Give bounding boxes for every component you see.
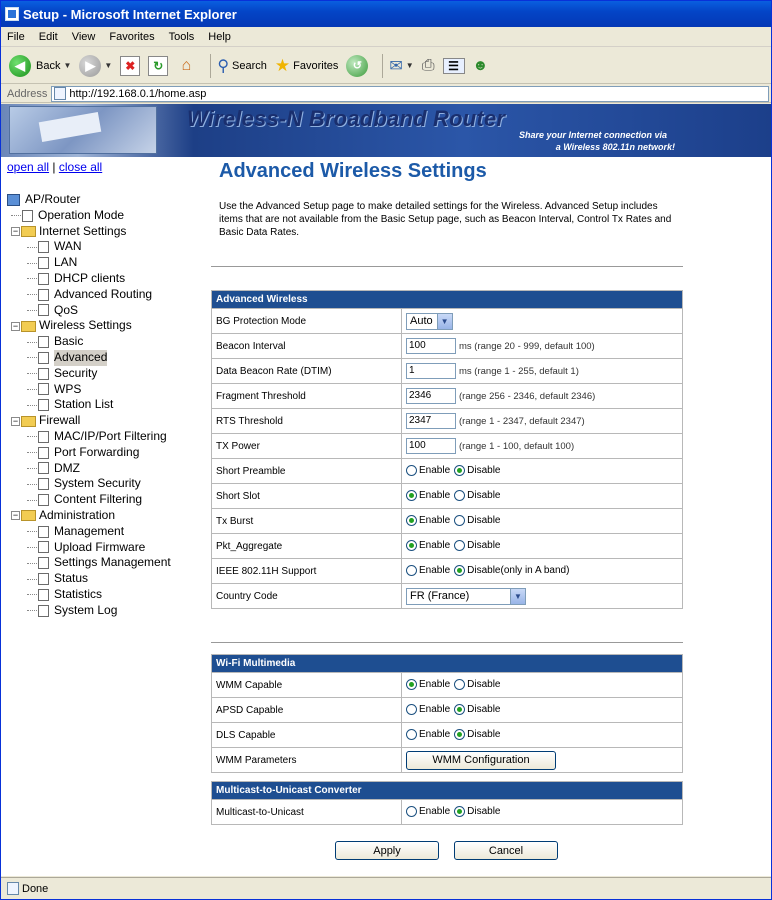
nav-item-label: Administration xyxy=(39,507,116,522)
ieee80211h-disable-radio[interactable] xyxy=(454,565,465,576)
tree-connector xyxy=(27,563,37,564)
nav-item-label: Settings Management xyxy=(54,555,171,570)
tree-connector xyxy=(27,342,37,343)
tree-connector xyxy=(27,294,37,295)
toolbar-separator xyxy=(210,54,211,78)
search-button[interactable] xyxy=(217,52,267,80)
nav-item-security[interactable] xyxy=(7,366,171,382)
refresh-button[interactable] xyxy=(148,52,168,80)
folder-icon xyxy=(21,416,36,427)
apsd-disable-radio[interactable] xyxy=(454,704,465,715)
page-icon xyxy=(38,478,49,490)
tx-power-label: TX Power xyxy=(212,434,402,459)
page-icon xyxy=(38,289,49,301)
nav-item-dhcp-clients[interactable] xyxy=(7,271,171,287)
tree-connector xyxy=(27,405,37,406)
nav-item-ap-router[interactable] xyxy=(7,192,171,208)
nav-tree xyxy=(7,192,171,619)
dtim-input[interactable]: 1 xyxy=(406,363,456,379)
page-icon xyxy=(38,447,49,459)
menu-edit[interactable]: Edit xyxy=(38,30,58,43)
favorites-button[interactable] xyxy=(275,52,339,80)
nav-item-lan[interactable] xyxy=(7,255,171,271)
address-label: Address xyxy=(7,87,48,100)
tree-connector xyxy=(27,484,37,485)
m2u-header: Multicast-to-Unicast Converter xyxy=(212,782,683,800)
menu-help[interactable]: Help xyxy=(208,30,231,43)
page-icon xyxy=(38,273,49,285)
folder-icon xyxy=(21,226,36,237)
address-url: http://192.168.0.1/home.asp xyxy=(69,87,207,100)
tree-connector xyxy=(27,373,37,374)
tree-connector xyxy=(27,247,37,248)
short-slot-label: Short Slot xyxy=(212,484,402,509)
tx-power-hint: (range 1 - 100, default 100) xyxy=(459,440,575,452)
enable-label: Enable xyxy=(419,515,451,527)
advanced-wireless-header: Advanced Wireless xyxy=(212,291,683,309)
bg-protection-select[interactable] xyxy=(406,313,453,330)
page-icon xyxy=(38,557,49,569)
page-icon xyxy=(38,541,49,553)
nav-item-label: DHCP clients xyxy=(54,270,126,285)
enable-label: Enable xyxy=(419,565,451,577)
disable-label: Disable xyxy=(467,465,501,477)
pkt-aggregate-disable-radio[interactable] xyxy=(454,540,465,551)
back-button[interactable] xyxy=(9,52,71,80)
ieee80211h-enable-radio[interactable] xyxy=(406,565,417,576)
disable-label: Disable xyxy=(467,679,501,691)
tree-connector xyxy=(27,547,37,548)
menu-file[interactable]: File xyxy=(7,30,25,43)
nav-item-administration[interactable] xyxy=(7,508,171,524)
apsd-capable-label: APSD Capable xyxy=(212,698,402,723)
nav-item-statistics[interactable] xyxy=(7,587,171,603)
wmm-disable-radio[interactable] xyxy=(454,679,465,690)
tree-connector xyxy=(27,452,37,453)
back-dropdown-icon[interactable]: ▼ xyxy=(63,61,72,70)
back-arrow-icon: ◀ xyxy=(9,55,31,77)
page-icon xyxy=(38,368,49,380)
favorites-label: Favorites xyxy=(293,59,339,72)
mail-dropdown-icon[interactable]: ▼ xyxy=(405,61,414,70)
menu-bar xyxy=(1,27,771,47)
nav-item-operation-mode[interactable] xyxy=(7,208,171,224)
home-button[interactable] xyxy=(176,52,196,80)
nav-item-qos[interactable] xyxy=(7,303,171,319)
short-preamble-disable-radio[interactable] xyxy=(454,465,465,476)
banner-title: Wireless-N Broadband Router xyxy=(187,106,506,131)
nav-item-port-forwarding[interactable] xyxy=(7,445,171,461)
page-icon xyxy=(38,383,49,395)
dtim-label: Data Beacon Rate (DTIM) xyxy=(212,359,402,384)
close-all-link[interactable]: close all xyxy=(58,160,103,174)
tree-connector xyxy=(27,310,37,311)
star-icon: ★ xyxy=(274,55,291,75)
collapse-toggle-icon[interactable]: − xyxy=(12,415,19,426)
nav-item-label: Operation Mode xyxy=(38,207,125,222)
m2u-disable-radio[interactable] xyxy=(454,806,465,817)
page-icon xyxy=(22,210,33,222)
toolbar-separator xyxy=(382,54,383,78)
tree-connector xyxy=(27,610,37,611)
fragment-threshold-hint: (range 256 - 2346, default 2346) xyxy=(459,390,596,402)
stop-button[interactable] xyxy=(120,52,140,80)
forward-button[interactable] xyxy=(79,52,112,80)
search-icon: ⚲ xyxy=(217,57,230,75)
fragment-threshold-input[interactable]: 2346 xyxy=(406,388,456,404)
tree-connector xyxy=(11,215,21,216)
mail-icon: ✉ xyxy=(389,57,403,75)
nav-item-label: WAN xyxy=(54,239,82,254)
m2u-enable-radio[interactable] xyxy=(406,806,417,817)
wifi-multimedia-header: Wi-Fi Multimedia xyxy=(212,655,683,673)
rts-threshold-hint: (range 1 - 2347, default 2347) xyxy=(459,415,585,427)
nav-item-label: Management xyxy=(54,523,125,538)
stop-icon: ✖ xyxy=(120,56,140,76)
page-content xyxy=(1,104,771,876)
tree-connector xyxy=(27,500,37,501)
address-input[interactable] xyxy=(51,86,769,102)
nav-item-label: QoS xyxy=(54,302,79,317)
nav-item-basic[interactable] xyxy=(7,334,171,350)
messenger-button[interactable] xyxy=(473,52,489,80)
page-title: Advanced Wireless Settings xyxy=(219,160,487,182)
short-preamble-enable-radio[interactable] xyxy=(406,465,417,476)
wmm-configuration-button[interactable]: WMM Configuration xyxy=(406,751,556,770)
beacon-interval-input[interactable]: 100 xyxy=(406,338,456,354)
nav-item-label: Station List xyxy=(54,397,114,412)
multicast-to-unicast-label: Multicast-to-Unicast xyxy=(212,800,402,825)
m2u-table xyxy=(211,781,683,825)
disable-label: Disable xyxy=(467,515,501,527)
short-slot-enable-radio[interactable] xyxy=(406,490,417,501)
page-icon xyxy=(38,494,49,506)
nav-item-management[interactable] xyxy=(7,524,171,540)
apsd-enable-radio[interactable] xyxy=(406,704,417,715)
nav-item-settings-management[interactable] xyxy=(7,555,171,571)
fragment-threshold-label: Fragment Threshold xyxy=(212,384,402,409)
status-text: Done xyxy=(22,882,49,895)
nav-item-advanced[interactable] xyxy=(7,350,171,366)
tx-burst-enable-radio[interactable] xyxy=(406,515,417,526)
edit-button[interactable] xyxy=(443,52,465,80)
bg-protection-label: BG Protection Mode xyxy=(212,309,402,334)
page-icon xyxy=(38,241,49,253)
rts-threshold-label: RTS Threshold xyxy=(212,409,402,434)
tree-connector xyxy=(27,263,37,264)
page-icon xyxy=(38,462,49,474)
nav-item-label: Security xyxy=(54,365,98,380)
disable-label: Disable xyxy=(467,704,501,716)
tx-power-input[interactable]: 100 xyxy=(406,438,456,454)
dls-capable-label: DLS Capable xyxy=(212,723,402,748)
dls-enable-radio[interactable] xyxy=(406,729,417,740)
banner-tagline xyxy=(467,129,675,153)
nav-item-label: System Security xyxy=(54,476,141,491)
nav-item-system-log[interactable] xyxy=(7,603,171,619)
nav-item-wireless-settings[interactable] xyxy=(7,318,171,334)
mail-button[interactable] xyxy=(389,52,413,80)
address-bar xyxy=(1,85,771,103)
nav-item-label: Port Forwarding xyxy=(54,444,140,459)
page-icon xyxy=(54,87,66,100)
refresh-icon: ↻ xyxy=(148,56,168,76)
nav-item-wan[interactable] xyxy=(7,239,171,255)
enable-label: Enable xyxy=(419,704,451,716)
nav-item-advanced-routing[interactable] xyxy=(7,287,171,303)
page-icon xyxy=(38,526,49,538)
apply-button[interactable]: Apply xyxy=(335,841,439,860)
tree-connector xyxy=(27,594,37,595)
nav-item-label: Advanced xyxy=(54,349,108,364)
cancel-button[interactable]: Cancel xyxy=(454,841,558,860)
page-icon xyxy=(38,573,49,585)
nav-item-label: LAN xyxy=(54,255,78,270)
beacon-interval-label: Beacon Interval xyxy=(212,334,402,359)
collapse-toggle-icon[interactable]: − xyxy=(12,225,19,236)
nav-item-status[interactable] xyxy=(7,571,171,587)
nav-item-upload-firmware[interactable] xyxy=(7,540,171,556)
collapse-toggle-icon[interactable]: − xyxy=(12,320,19,331)
page-icon xyxy=(38,431,49,443)
back-label: Back xyxy=(36,59,61,72)
nav-item-content-filtering[interactable] xyxy=(7,492,171,508)
wmm-capable-label: WMM Capable xyxy=(212,673,402,698)
rts-threshold-input[interactable]: 2347 xyxy=(406,413,456,429)
window-title: Setup - Microsoft Internet Explorer xyxy=(23,6,237,22)
short-slot-disable-radio[interactable] xyxy=(454,490,465,501)
forward-arrow-icon: ▶ xyxy=(79,55,101,77)
enable-label: Enable xyxy=(419,729,451,741)
advanced-wireless-table xyxy=(211,290,683,609)
ieee80211h-label: IEEE 802.11H Support xyxy=(212,559,402,584)
nav-item-internet-settings[interactable] xyxy=(7,224,171,240)
link-separator: | xyxy=(52,160,56,174)
toolbar xyxy=(1,48,771,84)
page-icon xyxy=(38,589,49,601)
nav-item-mac-ip-port-filtering[interactable] xyxy=(7,429,171,445)
tree-connector xyxy=(27,436,37,437)
dls-disable-radio[interactable] xyxy=(454,729,465,740)
edit-icon: ☰ xyxy=(443,58,465,74)
tree-connector xyxy=(27,357,37,358)
divider xyxy=(211,642,683,643)
pkt-aggregate-enable-radio[interactable] xyxy=(406,540,417,551)
page-icon xyxy=(38,399,49,411)
country-code-select[interactable] xyxy=(406,588,526,605)
menu-tools[interactable]: Tools xyxy=(168,30,195,43)
chevron-down-icon: ▼ xyxy=(437,314,452,329)
pkt-aggregate-label: Pkt_Aggregate xyxy=(212,534,402,559)
page-icon xyxy=(38,352,49,364)
wmm-parameters-label: WMM Parameters xyxy=(212,748,402,773)
nav-item-label: Content Filtering xyxy=(54,492,143,507)
computer-icon xyxy=(7,194,20,206)
status-bar xyxy=(1,877,771,899)
banner-tagline-line1: Share your Internet connection via xyxy=(518,130,667,140)
home-icon: ⌂ xyxy=(181,56,192,74)
enable-label: Enable xyxy=(419,806,451,818)
router-banner xyxy=(1,104,771,157)
nav-item-label: Status xyxy=(54,571,89,586)
enable-label: Enable xyxy=(419,465,451,477)
messenger-icon: ☻ xyxy=(472,57,489,74)
disable-label: Disable(only in A band) xyxy=(467,565,570,577)
menu-favorites[interactable]: Favorites xyxy=(109,30,155,43)
nav-item-label: Internet Settings xyxy=(39,223,127,238)
chevron-down-icon: ▼ xyxy=(510,589,525,604)
nav-item-label: WPS xyxy=(54,381,82,396)
nav-item-label: DMZ xyxy=(54,460,80,475)
tree-connector xyxy=(27,389,37,390)
nav-item-label: MAC/IP/Port Filtering xyxy=(54,428,167,443)
bg-protection-value: Auto xyxy=(410,315,433,327)
enable-label: Enable xyxy=(419,540,451,552)
nav-item-station-list[interactable] xyxy=(7,397,171,413)
menu-view[interactable]: View xyxy=(71,30,96,43)
nav-item-label: AP/Router xyxy=(25,192,81,206)
nav-item-label: Wireless Settings xyxy=(39,318,132,333)
tx-burst-label: Tx Burst xyxy=(212,509,402,534)
nav-item-label: Statistics xyxy=(54,586,103,601)
nav-item-label: Firewall xyxy=(39,413,81,428)
page-icon xyxy=(38,304,49,316)
banner-photo xyxy=(9,106,157,154)
nav-item-dmz[interactable] xyxy=(7,461,171,477)
enable-label: Enable xyxy=(419,490,451,502)
history-button[interactable] xyxy=(346,52,368,80)
nav-item-system-security[interactable] xyxy=(7,476,171,492)
disable-label: Disable xyxy=(467,729,501,741)
disable-label: Disable xyxy=(467,490,501,502)
nav-item-firewall[interactable] xyxy=(7,413,171,429)
page-description: Use the Advanced Setup page to make detailed settings for the Wireless. Advanced Setup includes items that are not available from the Basic Setup page, such as Beacon Interval, Control Tx Rates and Basic Data Rates. xyxy=(219,201,672,238)
tree-controls xyxy=(7,160,102,174)
history-icon: ↺ xyxy=(346,55,368,77)
banner-tagline-line2: a Wireless 802.11n network! xyxy=(555,142,675,152)
ie-page-icon xyxy=(5,7,19,21)
country-code-value: FR (France) xyxy=(410,590,470,602)
nav-item-label: Basic xyxy=(54,334,84,349)
print-button[interactable] xyxy=(422,52,435,80)
wmm-enable-radio[interactable] xyxy=(406,679,417,690)
open-all-link[interactable]: open all xyxy=(7,160,50,174)
page-icon xyxy=(38,257,49,269)
disable-label: Disable xyxy=(467,806,501,818)
collapse-toggle-icon[interactable]: − xyxy=(12,510,19,521)
disable-label: Disable xyxy=(467,540,501,552)
dtim-hint: ms (range 1 - 255, default 1) xyxy=(459,365,579,377)
printer-icon: ⎙ xyxy=(421,56,435,74)
tree-connector xyxy=(27,579,37,580)
forward-dropdown-icon[interactable]: ▼ xyxy=(104,61,113,70)
page-icon xyxy=(38,605,49,617)
page-icon xyxy=(38,336,49,348)
folder-icon xyxy=(21,321,36,332)
title-bar xyxy=(1,1,771,27)
nav-item-label: Advanced Routing xyxy=(54,286,153,301)
tree-connector xyxy=(27,278,37,279)
tx-burst-disable-radio[interactable] xyxy=(454,515,465,526)
tree-connector xyxy=(27,468,37,469)
tree-connector xyxy=(27,531,37,532)
folder-icon xyxy=(21,510,36,521)
enable-label: Enable xyxy=(419,679,451,691)
nav-item-wps[interactable] xyxy=(7,382,171,398)
nav-item-label: System Log xyxy=(54,602,118,617)
country-code-label: Country Code xyxy=(212,584,402,609)
nav-item-label: Upload Firmware xyxy=(54,539,146,554)
search-label: Search xyxy=(232,59,267,72)
main-panel xyxy=(211,160,683,857)
short-preamble-label: Short Preamble xyxy=(212,459,402,484)
beacon-interval-hint: ms (range 20 - 999, default 100) xyxy=(459,340,595,352)
divider xyxy=(211,266,683,267)
wifi-multimedia-table xyxy=(211,654,683,773)
page-icon xyxy=(7,882,19,895)
